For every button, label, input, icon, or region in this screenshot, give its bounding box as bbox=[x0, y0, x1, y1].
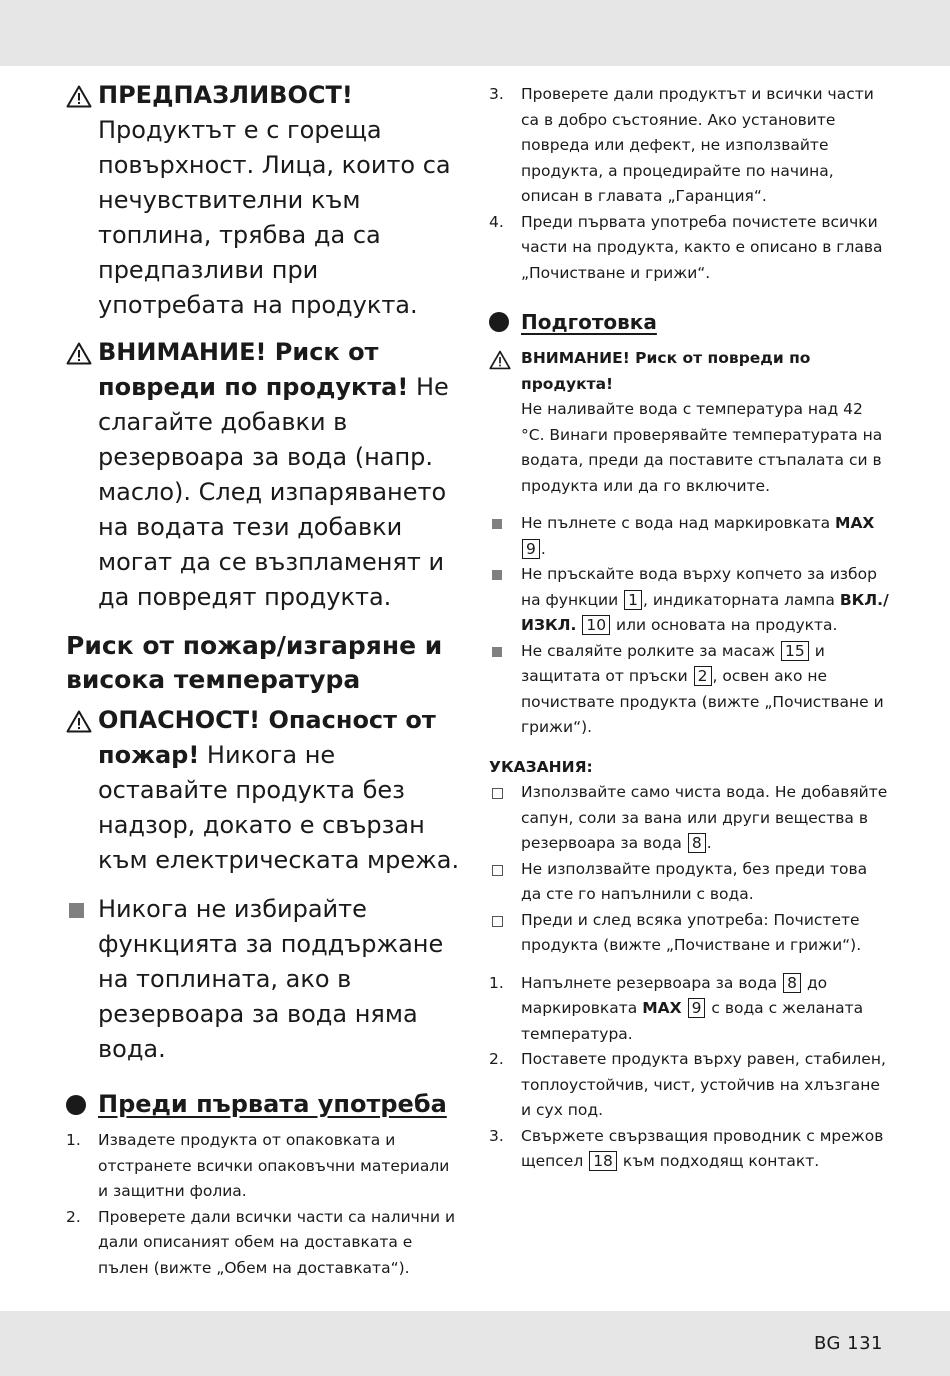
caution-heading: ПРЕДПАЗЛИВОСТ! bbox=[98, 81, 353, 109]
item-text: Проверете дали продуктът и всички части са в добро състояние. Ако установите повреда или дефект, не използвайте продукта, а процедирайте по начина, описан в главата „Гаранция“. bbox=[521, 85, 874, 205]
item-text: Проверете дали всички части са налични и дали описаният обем на доставката е пълен (вижте „Обем на доставката“). bbox=[98, 1207, 456, 1277]
item-number: 3. bbox=[489, 1126, 504, 1145]
part-ref: 2 bbox=[694, 666, 712, 686]
part-ref: 1 bbox=[624, 590, 642, 610]
caution-text: Продуктът е с гореща повърхност. Лица, които са нечувствителни към топлина, трябва да са предпазливи при употребата на продукта. bbox=[98, 116, 451, 319]
step-item bbox=[489, 971, 889, 1048]
item-number: 2. bbox=[66, 1207, 81, 1226]
danger-text: Никога не оставайте продукта без надзор, докато е свързан към електрическата мрежа. bbox=[98, 741, 460, 874]
note-text: Преди и след всяка употреба: Почистете продукта (вижте „Почистване и грижи“). bbox=[521, 910, 862, 954]
before-first-use-title: Преди първата употреба bbox=[98, 1090, 447, 1118]
top-band bbox=[0, 0, 950, 66]
bottom-band bbox=[0, 1311, 950, 1376]
before-first-use-list bbox=[66, 1128, 464, 1281]
bullet-dot-icon bbox=[66, 1095, 86, 1115]
item-number: 1. bbox=[489, 973, 504, 992]
item-text: Преди първата употреба почистете всички части на продукта, както е описано в глава „Почистване и грижи“. bbox=[521, 212, 883, 282]
sq-text: . bbox=[540, 539, 546, 558]
warning-triangle-icon bbox=[66, 710, 92, 733]
danger-heading: ОПАСНОСТ! Опасност от пожар! bbox=[98, 706, 436, 769]
attention-heading: ВНИМАНИЕ! Риск от повреди по продукта! bbox=[98, 338, 409, 401]
danger-block bbox=[66, 703, 464, 878]
note-text: Използвайте само чиста вода. Не добавяйте сапун, соли за вана или други вещества в резервоара за вода bbox=[521, 783, 888, 852]
bullet-dot-icon bbox=[489, 312, 509, 332]
attention-text: Не слагайте добавки в резервоара за вода (напр. масло). След изпаряването на водата тези добавки могат да се възпламенят и да повредят продукта. bbox=[98, 373, 449, 611]
note-item bbox=[489, 780, 889, 857]
sq-text: Не пръскайте вода върху копчето за избор на функции bbox=[521, 565, 877, 609]
note-item bbox=[489, 857, 889, 908]
warning-triangle-icon bbox=[66, 85, 92, 108]
notes-heading: УКАЗАНИЯ: bbox=[489, 757, 593, 776]
square-item bbox=[489, 639, 889, 741]
preparation-heading bbox=[489, 308, 889, 336]
part-ref: 10 bbox=[582, 615, 610, 635]
caution-block bbox=[66, 78, 464, 323]
preparation-title: Подготовка bbox=[521, 310, 657, 334]
square-item bbox=[489, 562, 889, 639]
left-column bbox=[66, 78, 464, 1281]
list-item bbox=[66, 1128, 464, 1205]
step-text: Поставете продукта върху равен, стабилен, топлоустойчив, чист, устойчив на хлъзгане и сух под. bbox=[521, 1050, 886, 1119]
item-number: 1. bbox=[66, 1131, 81, 1149]
preparation-warning bbox=[489, 346, 889, 499]
list-item bbox=[489, 82, 889, 210]
square-bullet-icon bbox=[492, 519, 502, 529]
item-number: 3. bbox=[489, 85, 504, 103]
max-label: MAX bbox=[835, 514, 875, 532]
part-ref: 18 bbox=[589, 1151, 617, 1171]
square-bullet-icon bbox=[492, 570, 502, 580]
sq-text: Не сваляйте ролките за масаж bbox=[521, 641, 776, 660]
square-item bbox=[489, 511, 889, 562]
warning-heading: ВНИМАНИЕ! Риск от повреди по продукта! bbox=[521, 349, 811, 393]
step-item bbox=[489, 1047, 889, 1124]
right-column bbox=[489, 82, 889, 1175]
step-item bbox=[489, 1124, 889, 1175]
step-text: до маркировката bbox=[521, 973, 828, 1017]
square-bullet-icon bbox=[69, 903, 84, 918]
note-text: . bbox=[706, 834, 712, 852]
item-text: Извадете продукта от опаковката и отстранете всички опаковъчни материали и защитни фолиа. bbox=[98, 1131, 450, 1200]
sq-text: , освен ако не почиствате продукта (вижте „Почистване и грижи“). bbox=[521, 667, 884, 736]
note-text: Не използвайте продукта, без преди това да сте го напълнили с вода. bbox=[521, 859, 868, 903]
list-item bbox=[66, 1205, 464, 1282]
keep-warm-note bbox=[66, 892, 464, 1067]
item-number: 2. bbox=[489, 1050, 504, 1068]
checkbox-square-icon bbox=[492, 788, 503, 799]
item-number: 4. bbox=[489, 212, 504, 231]
part-ref: 8 bbox=[783, 973, 801, 993]
keep-warm-text: Никога не избирайте функцията за поддържане на топлината, ако в резервоара за вода няма вода. bbox=[98, 895, 444, 1063]
square-bullet-icon bbox=[492, 647, 502, 657]
note-item bbox=[489, 908, 889, 959]
warning-text: Не наливайте вода с температура над 42 °C. Винаги проверявайте температурата на водата, преди да поставите стъпалата си в продукта или да го включите. bbox=[521, 400, 883, 495]
sq-text: и защитата от пръски bbox=[521, 641, 825, 685]
step-text: с вода с желаната температура. bbox=[521, 999, 864, 1043]
part-ref: 8 bbox=[688, 833, 706, 853]
on-off-label: ВКЛ./ИЗКЛ. bbox=[521, 590, 889, 634]
checkbox-square-icon bbox=[492, 865, 503, 876]
attention-block bbox=[66, 335, 464, 615]
step-text: Напълнете резервоара за вода bbox=[521, 973, 778, 992]
warning-triangle-icon bbox=[66, 342, 92, 365]
step-text: към подходящ контакт. bbox=[622, 1152, 820, 1170]
max-label: MAX bbox=[642, 999, 682, 1017]
sq-text: или основата на продукта. bbox=[616, 616, 838, 634]
checkbox-square-icon bbox=[492, 916, 503, 927]
page-number: BG 131 bbox=[813, 1333, 883, 1354]
part-ref: 9 bbox=[688, 998, 706, 1018]
step-text: Свържете свързващия проводник с мрежов щепсел bbox=[521, 1126, 884, 1170]
list-item bbox=[489, 210, 889, 287]
warning-triangle-icon bbox=[489, 350, 511, 370]
part-ref: 15 bbox=[781, 641, 809, 661]
part-ref: 9 bbox=[522, 539, 540, 559]
sq-text: , индикаторната лампа bbox=[643, 590, 835, 609]
sq-text: Не пълнете с вода над маркировката bbox=[521, 514, 831, 532]
before-first-use-heading bbox=[66, 1087, 464, 1122]
fire-risk-heading: Риск от пожар/изгаряне и висока температура bbox=[66, 631, 443, 694]
